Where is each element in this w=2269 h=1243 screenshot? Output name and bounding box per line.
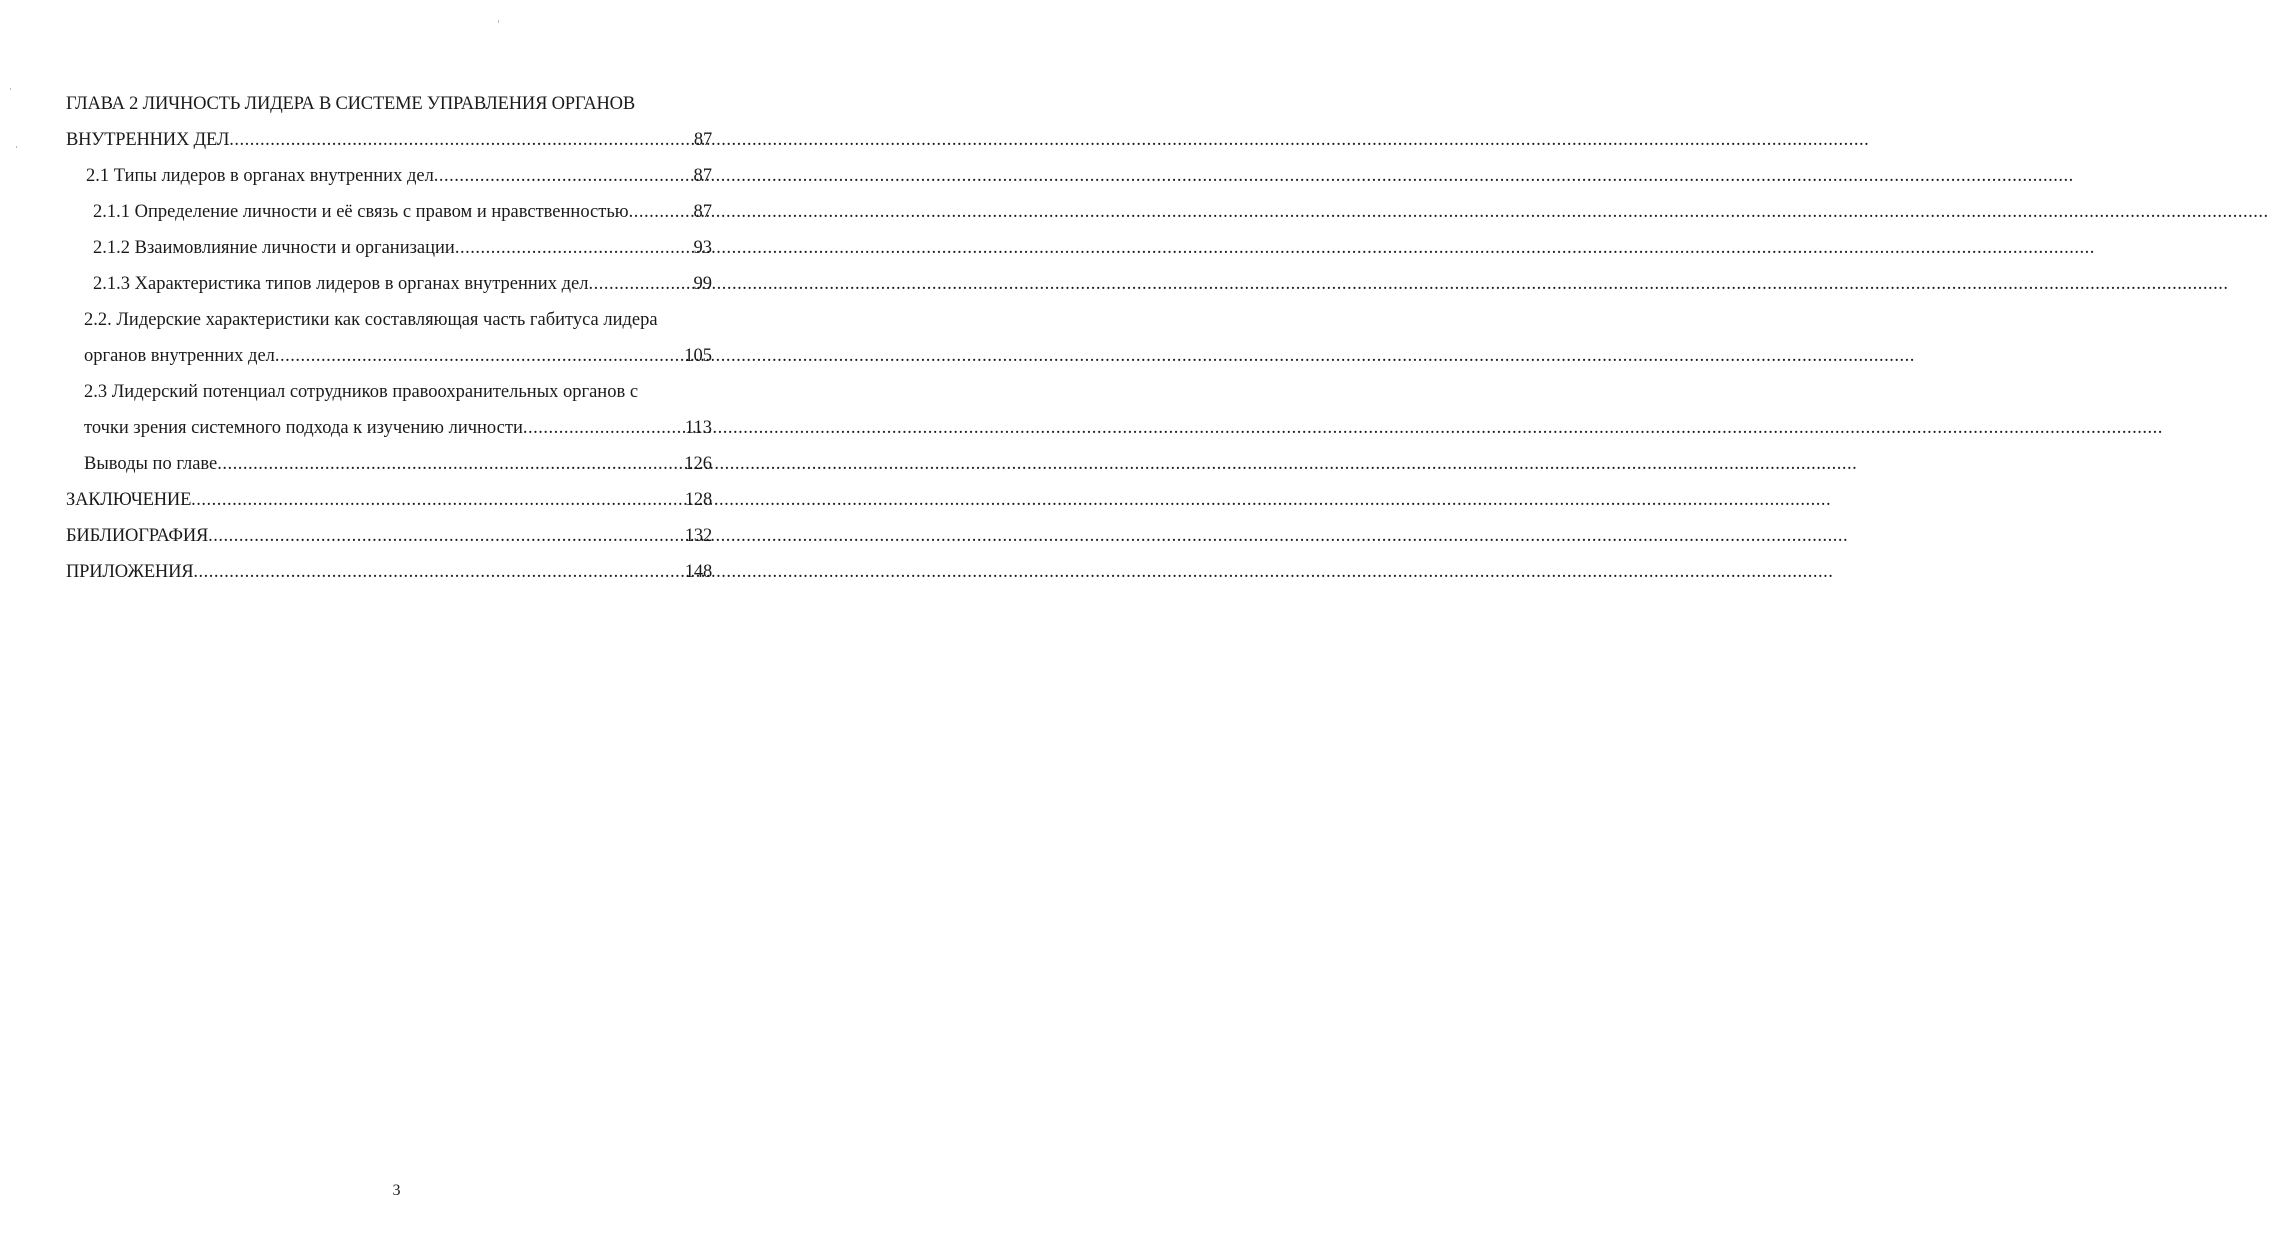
toc-bibliography-page: 132 bbox=[684, 526, 712, 546]
toc-2-2-title-line2: органов внутренних дел bbox=[84, 346, 275, 366]
scan-speck bbox=[16, 146, 17, 148]
toc-2-2-title-line1: 2.2. Лидерские характеристики как составляющая часть габитуса лидера bbox=[84, 310, 658, 330]
toc-appendices-page: 148 bbox=[684, 562, 712, 582]
toc-2-1-1-page: 87 bbox=[693, 202, 712, 222]
toc-entry-2-1-2 bbox=[93, 236, 712, 260]
toc-2-3-page: 113 bbox=[684, 418, 712, 438]
toc-conclusion-title: ЗАКЛЮЧЕНИЕ bbox=[66, 490, 192, 510]
document-page bbox=[0, 0, 793, 1243]
toc-entry-conclusions bbox=[84, 452, 712, 476]
toc-2-1-2-title: 2.1.2 Взаимовлияние личности и организации bbox=[93, 238, 455, 258]
dot-leader bbox=[523, 416, 684, 440]
toc-entry-appendices bbox=[66, 560, 712, 584]
dot-leader bbox=[193, 560, 683, 584]
toc-conclusions-page: 126 bbox=[684, 454, 712, 474]
dot-leader bbox=[217, 452, 683, 476]
dot-leader bbox=[588, 272, 692, 296]
toc-chapter2-title-line1: ГЛАВА 2 ЛИЧНОСТЬ ЛИДЕРА В СИСТЕМЕ УПРАВЛЕНИЯ ОРГАНОВ bbox=[66, 94, 635, 114]
toc-2-2-page: 105 bbox=[684, 346, 712, 366]
toc-2-1-1-title: 2.1.1 Определение личности и её связь с правом и нравственностью bbox=[93, 202, 629, 222]
toc-entry-2-3 bbox=[84, 416, 712, 440]
toc-2-1-3-title: 2.1.3 Характеристика типов лидеров в органах внутренних дел bbox=[93, 274, 589, 294]
dot-leader bbox=[229, 128, 693, 152]
page-number: 3 bbox=[392, 1182, 401, 1199]
dot-leader bbox=[434, 164, 693, 188]
toc-conclusion-page: 128 bbox=[684, 490, 712, 510]
toc-bibliography-title: БИБЛИОГРАФИЯ bbox=[66, 526, 209, 546]
toc-entry-conclusion bbox=[66, 488, 712, 512]
dot-leader bbox=[455, 236, 693, 260]
toc-appendices-title: ПРИЛОЖЕНИЯ bbox=[66, 562, 194, 582]
toc-2-1-title: 2.1 Типы лидеров в органах внутренних дел bbox=[86, 166, 434, 186]
toc-2-1-page: 87 bbox=[693, 166, 712, 186]
toc-entry-bibliography bbox=[66, 524, 712, 548]
toc-entry-2-1-1 bbox=[93, 200, 712, 224]
toc-chapter2-title-line2: ВНУТРЕННИХ ДЕЛ bbox=[66, 130, 230, 150]
scan-speck bbox=[10, 88, 11, 90]
toc-entry-2-1 bbox=[86, 164, 712, 188]
toc-2-1-3-page: 99 bbox=[693, 274, 712, 294]
toc-entry-chapter2 bbox=[66, 128, 712, 152]
scan-speck bbox=[498, 20, 499, 23]
toc-chapter2-page: 87 bbox=[693, 130, 712, 150]
dot-leader bbox=[629, 200, 693, 224]
toc-conclusions-title: Выводы по главе bbox=[84, 454, 218, 474]
dot-leader bbox=[275, 344, 683, 368]
dot-leader bbox=[208, 524, 684, 548]
toc-2-3-title-line1: 2.3 Лидерский потенциал сотрудников правоохранительных органов с bbox=[84, 382, 639, 402]
toc-2-3-title-line2: точки зрения системного подхода к изучению личности bbox=[84, 418, 523, 438]
toc-entry-2-2 bbox=[84, 344, 712, 368]
toc-entry-2-1-3 bbox=[93, 272, 712, 296]
dot-leader bbox=[191, 488, 684, 512]
toc-2-1-2-page: 93 bbox=[693, 238, 712, 258]
